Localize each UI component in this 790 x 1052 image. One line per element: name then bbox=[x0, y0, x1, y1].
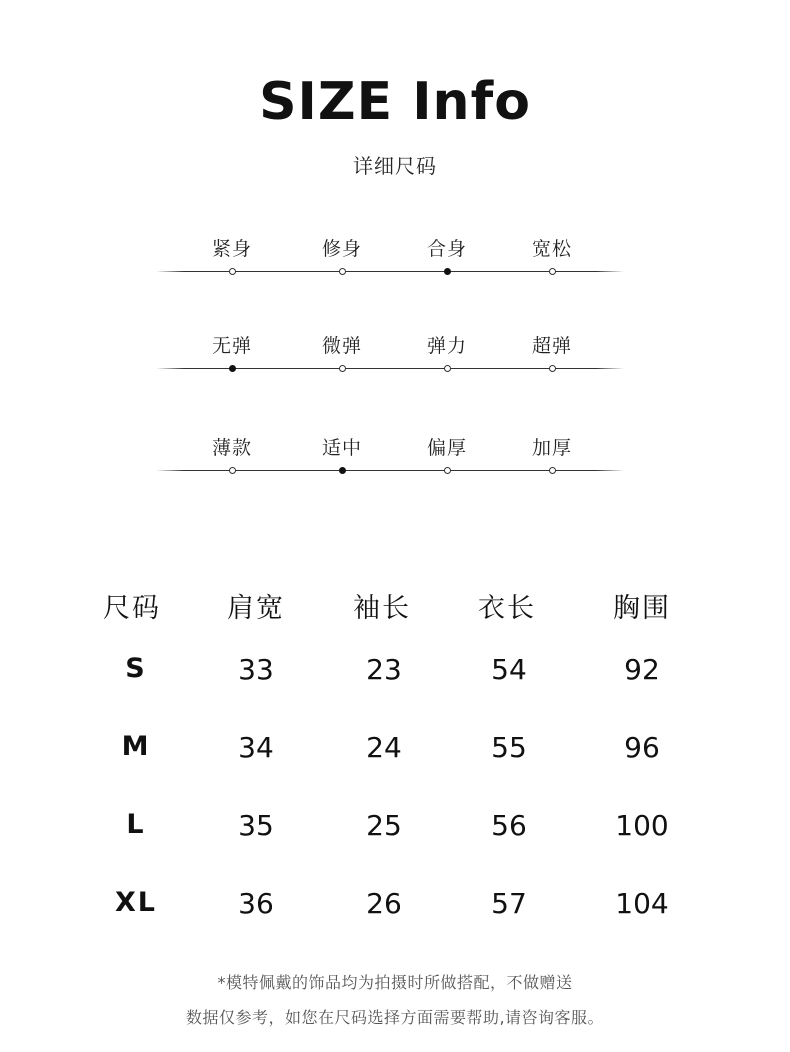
fit-option-dot bbox=[229, 268, 236, 275]
size-label: S bbox=[125, 653, 147, 684]
table-cell: 57 bbox=[491, 887, 527, 920]
stretch-option-label: 微弹 bbox=[321, 335, 362, 357]
page-subtitle: 详细尺码 bbox=[353, 154, 437, 178]
table-cell: 24 bbox=[366, 731, 402, 764]
thickness-option-dot bbox=[229, 467, 236, 474]
page-title: SIZE Info bbox=[259, 72, 531, 132]
column-header: 肩宽 bbox=[227, 593, 285, 624]
size-label: XL bbox=[114, 887, 158, 918]
stretch-option-dot bbox=[339, 365, 346, 372]
table-row bbox=[70, 731, 710, 771]
thickness-option-label: 加厚 bbox=[531, 437, 572, 459]
disclaimer-note: *模特佩戴的饰品均为拍摄时所做搭配，不做赠送 bbox=[217, 973, 573, 992]
thickness-option-label: 适中 bbox=[321, 437, 362, 459]
table-cell: 100 bbox=[615, 809, 669, 842]
thickness-scale bbox=[150, 433, 630, 483]
stretch-option-dot bbox=[444, 365, 451, 372]
fit-option-dot bbox=[444, 268, 451, 275]
table-cell: 35 bbox=[238, 809, 274, 842]
thickness-option-dot bbox=[339, 467, 346, 474]
column-header: 袖长 bbox=[353, 593, 411, 624]
fit-option-label: 合身 bbox=[426, 238, 467, 260]
stretch-option-dot bbox=[549, 365, 556, 372]
table-cell: 96 bbox=[624, 731, 660, 764]
table-row bbox=[70, 653, 710, 693]
thickness-option-dot bbox=[444, 467, 451, 474]
fit-option-label: 修身 bbox=[321, 238, 362, 260]
table-cell: 23 bbox=[366, 653, 402, 686]
column-header: 尺码 bbox=[103, 593, 161, 624]
size-label: L bbox=[126, 809, 146, 840]
table-cell: 34 bbox=[238, 731, 274, 764]
table-row bbox=[70, 809, 710, 849]
column-header: 胸围 bbox=[613, 593, 671, 624]
table-row bbox=[70, 887, 710, 927]
table-cell: 54 bbox=[491, 653, 527, 686]
fit-option-label: 紧身 bbox=[211, 238, 252, 260]
stretch-option-dot bbox=[229, 365, 236, 372]
stretch-option-label: 无弹 bbox=[211, 335, 252, 357]
thickness-option-label: 偏厚 bbox=[426, 437, 467, 459]
fit-scale bbox=[150, 234, 630, 284]
table-cell: 55 bbox=[491, 731, 527, 764]
fit-option-label: 宽松 bbox=[531, 238, 572, 260]
fit-option-dot bbox=[339, 268, 346, 275]
table-header-row bbox=[70, 586, 710, 626]
stretch-option-label: 弹力 bbox=[426, 335, 467, 357]
table-cell: 56 bbox=[491, 809, 527, 842]
table-cell: 26 bbox=[366, 887, 402, 920]
table-cell: 104 bbox=[615, 887, 669, 920]
fit-option-dot bbox=[549, 268, 556, 275]
column-header: 衣长 bbox=[478, 593, 536, 624]
size-label: M bbox=[121, 731, 151, 762]
disclaimer-note: 数据仅参考，如您在尺码选择方面需要帮助,请咨询客服。 bbox=[185, 1008, 605, 1027]
table-cell: 33 bbox=[238, 653, 274, 686]
thickness-option-dot bbox=[549, 467, 556, 474]
stretch-scale bbox=[150, 331, 630, 381]
table-cell: 92 bbox=[624, 653, 660, 686]
stretch-option-label: 超弹 bbox=[531, 335, 572, 357]
table-cell: 36 bbox=[238, 887, 274, 920]
thickness-option-label: 薄款 bbox=[211, 437, 252, 459]
table-cell: 25 bbox=[366, 809, 402, 842]
